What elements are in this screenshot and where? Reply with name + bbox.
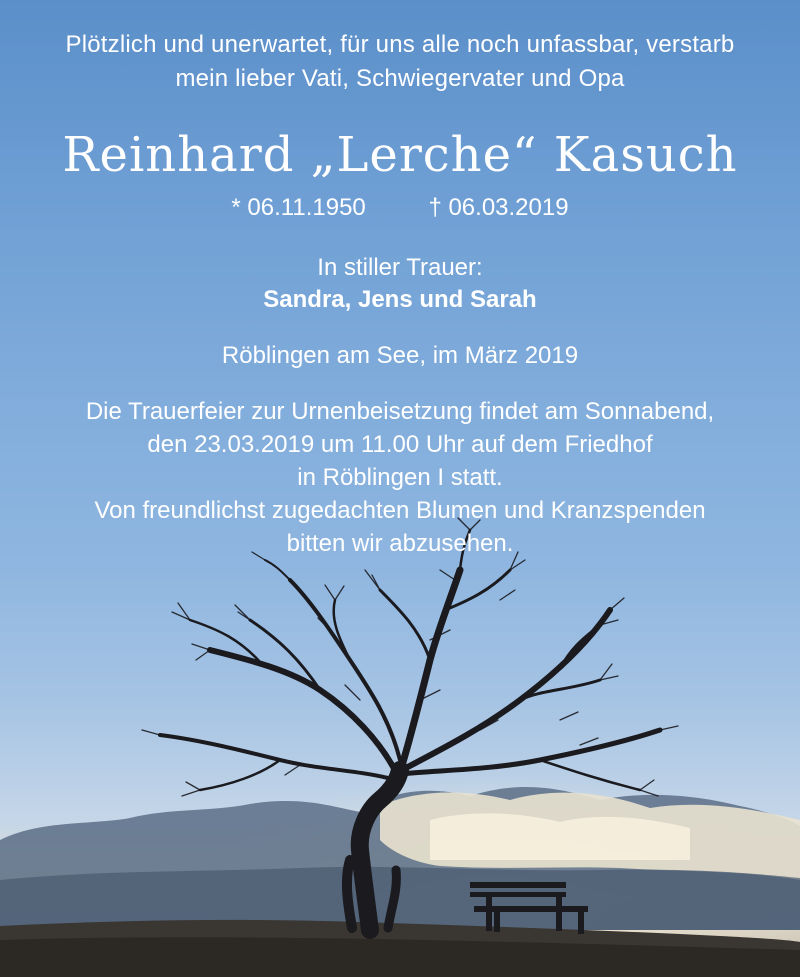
death-date: † 06.03.2019	[428, 194, 569, 221]
deceased-name: Reinhard „Lerche“ Kasuch	[62, 127, 738, 183]
mourning-label: In stiller Trauer:	[317, 254, 483, 281]
funeral-notice	[0, 395, 800, 560]
birth-date: * 06.11.1950	[231, 194, 366, 221]
notice-line: den 23.03.2019 um 11.00 Uhr auf dem Friedhof	[147, 431, 653, 458]
mourners-names: Sandra, Jens und Sarah	[263, 286, 537, 313]
intro-line: Plötzlich und unerwartet, für uns alle noch unfassbar, verstarb	[65, 31, 735, 58]
life-dates	[0, 192, 800, 224]
notice-line: Von freundlichst zugedachten Blumen und Kranzspenden	[94, 497, 706, 524]
intro-text	[0, 28, 800, 96]
notice-line: Die Trauerfeier zur Urnenbeisetzung findet am Sonnabend,	[85, 398, 715, 425]
place-date: Röblingen am See, im März 2019	[221, 342, 579, 369]
intro-line: mein lieber Vati, Schwiegervater und Opa	[175, 65, 625, 92]
notice-line: bitten wir abzusehen.	[286, 530, 514, 557]
notice-line: in Röblingen I statt.	[297, 464, 503, 491]
